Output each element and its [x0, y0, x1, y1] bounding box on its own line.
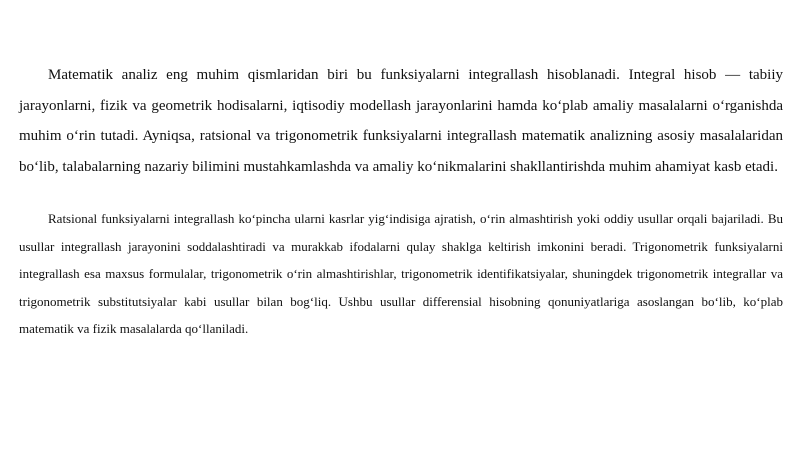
paragraph-integration-methods: Ratsional funksiyalarni integrallash koʻpincha ularni kasrlar yigʻindisiga ajratish, oʻrin almashtirish yoki oddiy usullar orqali bajariladi. Bu usullar integrallash jarayonini soddalashtiradi va murakkab ifodalarni qulay shaklga keltirish imkonini beradi. Trigonometrik funksiyalarni integrallash esa maxsus formulalar, trigonometrik oʻrin almashtirishlar, trigonometrik identifikatsiyalar, shuningdek trigonometrik integrallar va trigonometrik substitutsiyalar kabi usullar bilan bogʻliq. Ushbu usullar differensial hisobning qonuniyatlariga asoslangan boʻlib, koʻplab matematik va fizik masalalarda qoʻllaniladi. [19, 211, 783, 336]
paragraph-integration-intro: Matematik analiz eng muhim qismlaridan biri bu funksiyalarni integrallash hisoblanadi. Integral hisob — tabiiy jarayonlarni, fizik va geometrik hodisalarni, iqtisodiy modellash jarayonlarini hamda koʻplab amaliy masalalarni oʻrganishda muhim oʻrin tutadi. Ayniqsa, ratsional va trigonometrik funksiyalarni integrallash matematik analizning asosiy masalalaridan boʻlib, talabalarning nazariy bilimini mustahkamlashda va amaliy koʻnikmalarini shakllantirishda muhim ahamiyat kasb etadi. [19, 67, 783, 175]
